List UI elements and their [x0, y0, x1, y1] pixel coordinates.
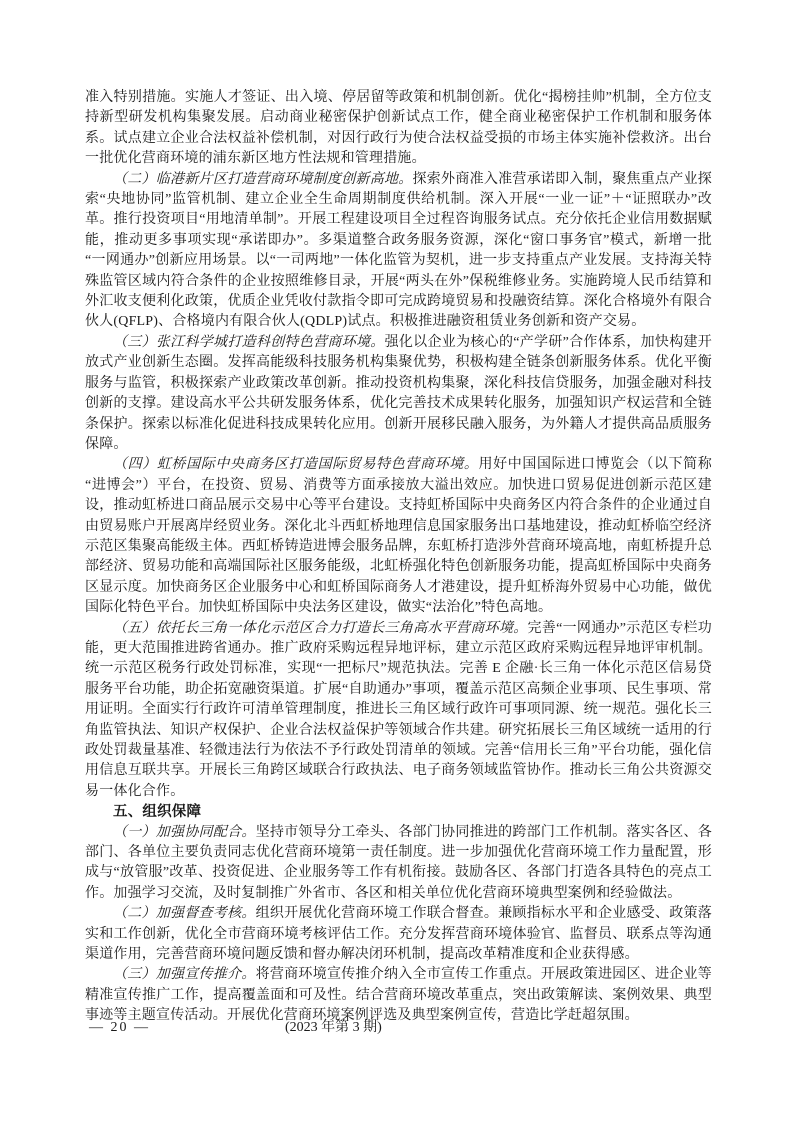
- page-number: — 20 —: [89, 1020, 150, 1035]
- paragraph-lead: （三）加强宣传推介。: [113, 967, 256, 983]
- paragraph-lead: （三）张江科学城打造科创特色营商环境。: [113, 334, 385, 350]
- paragraph-lead: （二）加强督查考核。: [113, 906, 256, 922]
- paragraph: （二）加强督查考核。组织开展优化营商环境工作联合督查。兼顾指标水平和企业感受、政策落实和工作创新，优化全市营商环境考核评估工作。充分发挥营商环境体验官、监督员、联系点等沟通渠道作用，完善营商环境问题反馈和督办解决闭环机制，提高改革精准度和企业获得感。: [85, 906, 712, 963]
- paragraph-lead: （一）加强协同配合。: [113, 824, 256, 840]
- section-heading: 五、组织保障: [113, 804, 202, 821]
- paragraph: （三）加强宣传推介。将营商环境宣传推介纳入全市宣传工作重点。开展政策进园区、进企业等精准宣传推广工作，提高覆盖面和可及性。结合营商环境改革重点，突出政策解读、案例效果、典型事迹等主题宣传活动。开展优化营商环境案例评选及典型案例宣传，营造比学赶超氛围。: [85, 967, 712, 1024]
- paragraph: （三）张江科学城打造科创特色营商环境。强化以企业为核心的“产学研”合作体系，加快构建开放式产业创新生态圈。发挥高能级科技服务机构集聚优势，积极构建全链条创新服务体系。优化平衡服务与监管，积极探索产业政策改革创新。推动投资机构集聚，深化科技信贷服务，加强金融对科技创新的支撑。建设高水平公共研发服务体系，优化完善技术成果转化服务，加强知识产权运营和全链条保护。探索以标准化促进科技成果转化应用。创新开展移民融入服务，为外籍人才提供高品质服务保障。: [85, 334, 712, 452]
- paragraph: 准入特别措施。实施人才签证、出入境、停居留等政策和机制创新。优化“揭榜挂帅”机制，全方位支持新型研发机构集聚发展。启动商业秘密保护创新试点工作，健全商业秘密保护工作机制和服务体系。试点建立企业合法权益补偿机制，对因行政行为使合法权益受损的市场主体实施补偿救济。出台一批优化营商环境的浦东新区地方性法规和管理措施。: [85, 90, 712, 167]
- document-body: [85, 88, 712, 1027]
- paragraph: （一）加强协同配合。坚持市领导分工牵头、各部门协同推进的跨部门工作机制。落实各区、各部门、各单位主要负责同志优化营商环境第一责任制度。进一步加强优化营商环境工作力量配置，形成与“放管服”改革、投资促进、企业服务等工作有机衔接。鼓励各区、各部门打造各具特色的亮点工作。加强学习交流，及时复制推广外省市、各区和相关单位优化营商环境典型案例和经验做法。: [85, 824, 712, 901]
- page-footer: [85, 1016, 712, 1040]
- paragraph-lead: （五）依托长三角一体化示范区合力打造长三角高水平营商环境。: [113, 620, 528, 636]
- paragraph: （二）临港新片区打造营商环境制度创新高地。探索外商准入准营承诺即入制，聚焦重点产业探索“央地协同”监管机制、建立企业全生命周期制度供给机制。深入开展“一业一证”＋“证照联办”改革。推行投资项目“用地清单制”。开展工程建设项目全过程咨询服务试点。充分依托企业信用数据赋能，推动更多事项实现“承诺即办”。多渠道整合政务服务资源，深化“窗口事务官”模式，新增一批“一网通办”创新应用场景。以“一司两地”一体化监管为契机，进一步支持重点产业发展。支持海关特殊监管区域内符合条件的企业按照维修目录，开展“两头在外”保税维修业务。实施跨境人民币结算和外汇收支便利化政策，优质企业凭收付款指令即可完成跨境贸易和投融资结算。深化合格境外有限合伙人(QFLP)、合格境内有限合伙人(QDLP)试点。积极推进融资租赁业务创新和资产交易。: [85, 171, 712, 330]
- paragraph: （五）依托长三角一体化示范区合力打造长三角高水平营商环境。完善“一网通办”示范区专栏功能，更大范围推进跨省通办。推广政府采购远程异地评标，建立示范区政府采购远程异地评审机制。统一示范区税务行政处罚标准，实现“一把标尺”规范执法。完善 E 企融·长三角一体化示范区信易贷服务平台功能，助企拓宽融资渠道。扩展“自助通办”事项，覆盖示范区高频企业事项、民生事项、常用证明。全面实行行政许可清单管理制度，推进长三角区域行政许可事项同源、统一规范。强化长三角监管执法、知识产权保护、企业合法权益保护等领域合作共建。研究拓展长三角区域统一适用的行政处罚裁量基准、轻微违法行为依法不予行政处罚清单的领域。完善“信用长三角”平台功能，强化信用信息互联共享。开展长三角跨区域联合行政执法、电子商务领域监管协作。推动长三角公共资源交易一体化合作。: [85, 620, 712, 799]
- paragraph-lead: （四）虹桥国际中央商务区打造国际贸易特色营商环境。: [113, 457, 479, 473]
- paragraph-lead: （二）临港新片区打造营商环境制度创新高地。: [113, 171, 413, 187]
- issue-label: (2023 年第 3 期): [285, 1020, 382, 1035]
- paragraph: （四）虹桥国际中央商务区打造国际贸易特色营商环境。用好中国国际进口博览会（以下简称“进博会”）平台，在投资、贸易、消费等方面承接放大溢出效应。加快进口贸易促进创新示范区建设，推动虹桥进口商品展示交易中心等平台建设。支持虹桥国际中央商务区内符合条件的企业通过自由贸易账户开展离岸经贸业务。深化北斗西虹桥地理信息国家服务出口基地建设，推动虹桥临空经济示范区集聚高能级主体。西虹桥铸造进博会服务品牌，东虹桥打造涉外营商环境高地，南虹桥提升总部经济、贸易功能和高端国际社区服务能级，北虹桥强化特色创新服务功能，提高虹桥国际中央商务区显示度。加快商务区企业服务中心和虹桥国际商务人才港建设，提升虹桥海外贸易中心功能，做优国际化特色平台。加快虹桥国际中央法务区建设，做实“法治化”特色高地。: [85, 457, 712, 616]
